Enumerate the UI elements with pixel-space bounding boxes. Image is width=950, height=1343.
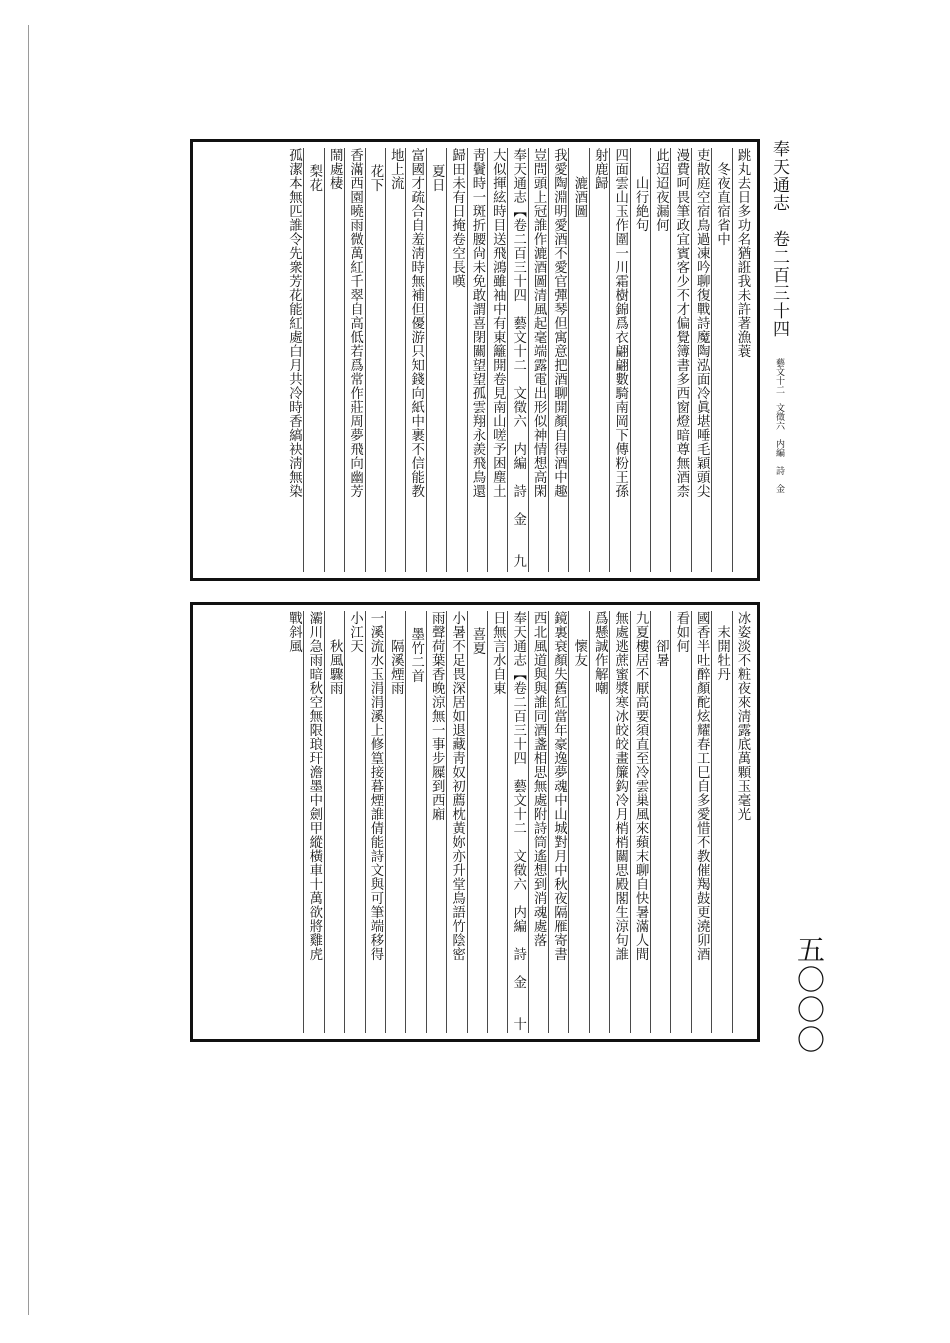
running-head-title: 奉天通志 卷二百三十四 (769, 140, 789, 338)
text-column: 冰姿淡不粧夜來淸露底萬顆玉毫光 (732, 611, 752, 1033)
text-column: 富國才疏合自羞淸時無補但優游只知錢向紙中裹不信能教 (405, 148, 425, 572)
text-column: 無處逃蔗蜜漿寒冰皎皎畫簾鈎冷月梢梢關思殿閣生涼句誰 (609, 611, 629, 1033)
text-column: 看如何 (670, 611, 690, 1033)
poem-title-column: 卻暑 (650, 611, 670, 1033)
poem-title-column: 冬夜直宿省中 (711, 148, 731, 572)
plate-label-column: 奉天通志【卷二百三十四 藝文十二 文徵六 内編 詩 金 十 (507, 611, 527, 1033)
running-head-subtitle: 藝文十二 文徵六 内編 詩 金 (774, 358, 784, 494)
poem-title-column: 山行絶句 (630, 148, 650, 572)
text-column: 灞川急雨暗秋空無限琅玕澹墨中劍甲縱橫車十萬欲將雞虎 (303, 611, 323, 1033)
binding-margin-line (28, 25, 29, 1315)
text-column: 漫費呵畏筆政宜賓客少不才偏覺簿書多西窗燈暗尊無酒柰 (670, 148, 690, 572)
lower-page-text-columns (193, 605, 757, 1039)
running-head (768, 140, 790, 493)
text-column: 小暑不足畏深居如退藏靑奴初薦枕黃妳亦升堂鳥語竹陰密 (446, 611, 466, 1033)
text-column: 歸田未有日掩卷空長嘆 (446, 148, 466, 572)
text-column: 吏散庭空宿鳥過凍吟聊復戰詩魔陶泓面冷眞堪唾毛穎頭尖 (691, 148, 711, 572)
poem-title-column: 墨竹二首 (405, 611, 425, 1033)
poem-title-column: 懷友 (568, 611, 588, 1033)
plate-label-column: 奉天通志【卷二百三十四 藝文十二 文徵六 内編 詩 金 九 (507, 148, 527, 572)
text-column: 我愛陶淵明愛酒不愛官彈琴但寓意把酒聊開顏自得酒中趣 (548, 148, 568, 572)
upper-page-panel (190, 139, 760, 581)
upper-page-text-columns (193, 142, 757, 578)
text-column: 西北風道與與誰同酒盞相思無處附詩筒遙想到消魂處落 (528, 611, 548, 1033)
text-column: 雨聲荷葉香晚涼無一事步屧到西廂 (426, 611, 446, 1033)
text-column: 地上流 (385, 148, 405, 572)
text-column: 四面雲山玉作圍一川霜樹錦爲衣翩翩數騎南岡下傳粉王孫 (609, 148, 629, 572)
text-column: 一溪流水玉涓涓溪上修篁接暮煙誰倩能詩文與可筆端移得 (365, 611, 385, 1033)
text-column: 豈問頭上冠誰作漉酒圖清風起毫端露電出形似神情想高閑 (528, 148, 548, 572)
poem-title-column: 喜夏 (467, 611, 487, 1033)
text-column: 跳丸去日多功名猶誑我未許著漁蓑 (732, 148, 752, 572)
text-column: 爲懸誠作解嘲 (589, 611, 609, 1033)
poem-title-column: 梨花 (303, 148, 323, 572)
text-column: 日無言水自東 (487, 611, 507, 1033)
text-column: 鏡裏衰顏失舊紅當年豪逸夢魂中山城對月中秋夜隔雁寄書 (548, 611, 568, 1033)
text-column: 小江天 (344, 611, 364, 1033)
text-column: 孤潔本無匹誰令先衆芳花能紅處白月共冷時香縞袂淸無染 (286, 148, 302, 498)
lower-page-panel (190, 602, 760, 1042)
text-column: 國香半吐醉顏酡炫耀春工巳自多愛惜不教催羯鼓更澆卯酒 (691, 611, 711, 1033)
text-column: 鬧處棲 (324, 148, 344, 572)
poem-title-column: 花下 (365, 148, 385, 572)
text-column: 射鹿歸 (589, 148, 609, 572)
poem-title-column: 隔溪煙雨 (385, 611, 405, 1033)
text-column: 大似揮絃時目送飛鴻雖袖中有東籬開卷見南山嗟予困塵土 (487, 148, 507, 572)
poem-title-column: 末開牡丹 (711, 611, 731, 1033)
poem-title-column: 漉酒圖 (568, 148, 588, 572)
poem-title-column: 夏日 (426, 148, 446, 572)
poem-title-column: 秋風驟雨 (324, 611, 344, 1033)
page-number: 五〇〇〇 (793, 935, 826, 1055)
text-column: 戰斜風 (286, 611, 302, 653)
text-column: 靑鬢時一斑折腰尙未免敢謂喜閉關望望孤雲翔永羨飛鳥還 (467, 148, 487, 572)
text-column: 此迢迢夜漏何 (650, 148, 670, 572)
text-column: 香滿西園曉雨微萬紅千翠自高低若爲常作莊周夢飛向幽芳 (344, 148, 364, 572)
text-column: 九夏樓居不厭高要須直至冷雲巢風來蘋末聊自快暑滿人間 (630, 611, 650, 1033)
